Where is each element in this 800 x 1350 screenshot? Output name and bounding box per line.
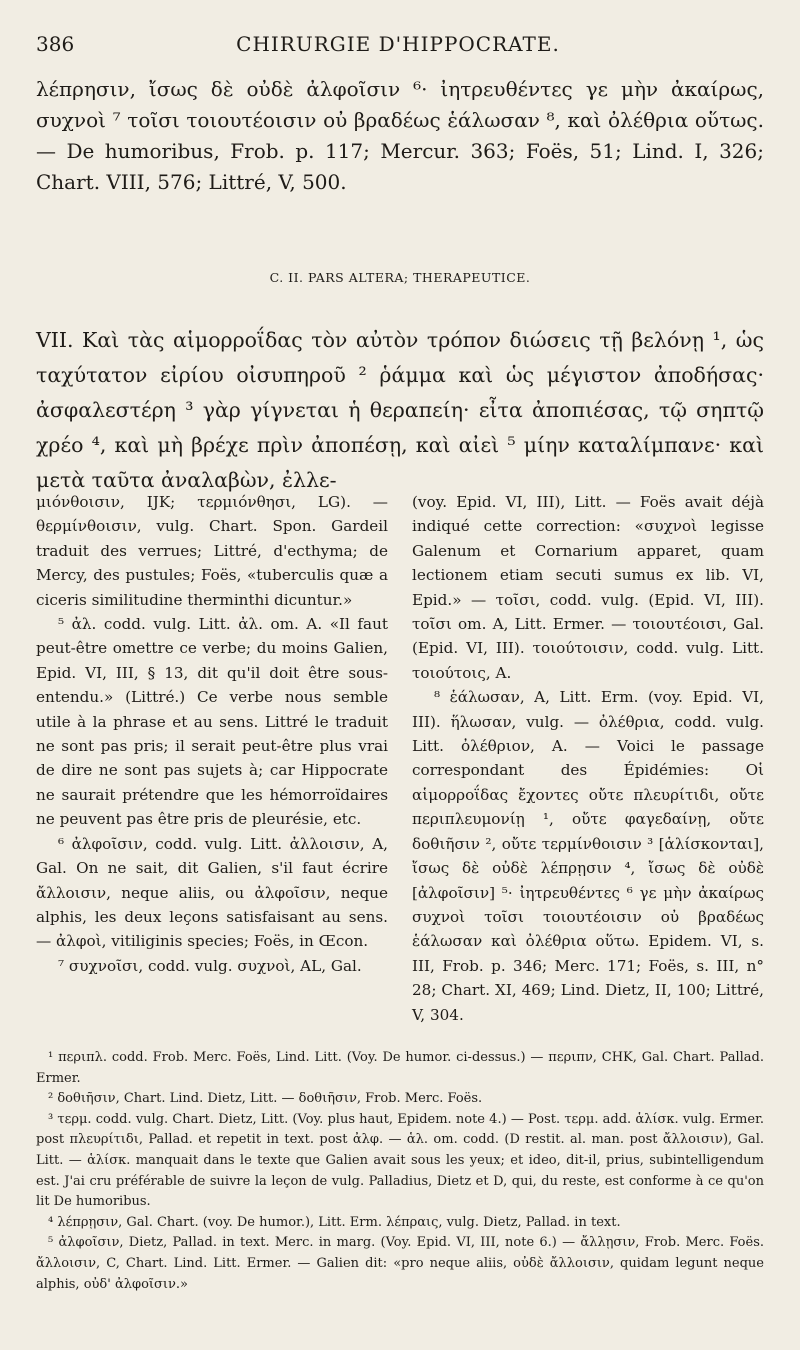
top-paragraph: λέπρησιν, ἴσως δὲ οὐδὲ ἀλφοῖσιν ⁶· ἰητρευθέντες γε μὴν ἀκαίρως, συχνοὶ ⁷ τοῖσι τοιουτέοισιν οὐ βραδέως ἑάλωσαν ⁸, καὶ ὀλέθρια οὕτως. — De humoribus, Frob. p. 117; Mercur. 363; Foës, 51; Lind. I, 326; Chart. VIII, 576; Littré, V, 500. (36, 77, 764, 194)
chapter-heading: C. II. PARS ALTERA; THERAPEUTICE. (269, 270, 531, 285)
bottom-note-1: ¹ περιπλ. codd. Frob. Merc. Foës, Lind. Litt. (Voy. De humor. ci-dessus.) — περιπν, CHK, Gal. Chart. Pallad. Ermer. (36, 1050, 764, 1086)
bottom-note-5: ⁵ ἀλφοῖσιν, Dietz, Pallad. in text. Merc. in marg. (Voy. Epid. VI, III, note 6.) — ἄλλῃσιν, Frob. Merc. Foës. ἄλλοισιν, C, Chart. Lind. Litt. Ermer. — Galien dit: «pro neque aliis, οὐδὲ ἄλλοισιν, quidam legunt neque alphis, οὐδ' ἀλφοῖσιν.» (36, 1235, 764, 1292)
main-text: VII. Καὶ τὰς αἱμορροΐδας τὸν αὐτὸν τρόπον διώσεις τῇ βελόνῃ ¹, ὡς ταχύτατον εἰρίου οἰσυπηροῦ ² ῥάμμα καὶ ὡς μέγιστον ἀποδήσας· ἀσφαλεστέρη ³ γὰρ γίγνεται ἡ θεραπείη· εἶτα ἀποπιέσας, τῷ σηπτῷ χρέο ⁴, καὶ μὴ βρέχε πρὶν ἀποπέσῃ, καὶ αἰεὶ ⁵ μίην καταλίμπανε· καὶ μετὰ ταῦτα ἀναλαβὼν, ἐλλε- (36, 328, 764, 492)
page-number: 386 (36, 32, 75, 56)
left-column-paragraph: μιόνθοισιν, IJK; τερμιόνθησι, LG). — θερμίνθοισιν, vulg. Chart. Spon. Gardeil traduit des verrues; Littré, d'ecthyma; de Mercy, des pustules; Foës, «tuberculis quæ a ciceris similitudine therminthi dicuntur.» (36, 493, 388, 609)
left-column (36, 490, 388, 978)
main-text-block (36, 323, 764, 498)
bottom-notes (36, 1048, 764, 1295)
top-paragraph-block (36, 74, 764, 198)
left-column-note-6: ⁶ ἀλφοῖσιν, codd. vulg. Litt. ἀλλοισιν, A, Gal. On ne sait, dit Galien, s'il faut écrire ἄλλοισιν, neque aliis, ou ἀλφοῖσιν, neque alphis, les deux leçons satisfaisant au sens. — ἀλφοὶ, vitiliginis species; Foës, in Œcon. (36, 834, 388, 951)
bottom-note-3: ³ τερμ. codd. vulg. Chart. Dietz, Litt. (Voy. plus haut, Epidem. note 4.) — Post. τερμ. add. ἁλίσκ. vulg. Ermer. post πλευρίτιδι, Pallad. et repetit in text. post ἀλφ. — ἁλ. om. codd. (D restit. al. man. post ἄλλοισιν), Gal. Litt. — ἁλίσκ. manquait dans le texte que Galien avait sous les yeux; et ideo, dit-il, prius, subintelligendum est. J'ai cru préférable de suivre la leçon de vulg. Palladius, Dietz et D, qui, du reste, est conforme à ce qu'on lit De humoribus. (36, 1111, 764, 1210)
page-header (36, 32, 760, 60)
left-column-note-7: ⁷ συχνοῖσι, codd. vulg. συχνοὶ, AL, Gal. (58, 956, 362, 975)
right-column-paragraph: (voy. Epid. VI, III), Litt. — Foës avait déjà indiqué cette correction: «συχνοὶ legisse Galenum et Cornarium apparet, quam lectionem etiam secuti sumus ex lib. VI, Epid.» — τοῖσι, codd. vulg. (Epid. VI, III). τοῖσι om. A, Litt. Ermer. — τοιουτέοισι, Gal. (Epid. VI, III). τοιούτοισιν, codd. vulg. Litt. τοιούτοις, A. (412, 493, 764, 682)
right-column (412, 490, 764, 1027)
bottom-note-4: ⁴ λέπρῃσιν, Gal. Chart. (voy. De humor.), Litt. Erm. λέπραις, vulg. Dietz, Pallad. in text. (48, 1214, 621, 1230)
right-column-note-8: ⁸ ἑάλωσαν, A, Litt. Erm. (voy. Epid. VI, III). ἥλωσαν, vulg. — ὀλέθρια, codd. vulg. Litt. ὀλέθριον, A. — Voici le passage correspondant des Épidémies: Οἱ αἱμορροΐδας ἔχοντες οὔτε πλευρίτιδι, οὔτε περιπλευμονίῃ ¹, οὔτε φαγεδαίνῃ, οὔτε δοθιῆσιν ², οὔτε τερμίνθοισιν ³ [ἁλίσκονται], ἴσως δὲ οὐδὲ λέπρῃσιν ⁴, ἴσως δὲ οὐδὲ [ἀλφοῖσιν] ⁵· ἰητρευθέντες ⁶ γε μὴν ἀκαίρως συχνοὶ τοῖσι τοιουτέοισιν οὐ βραδέως ἑάλωσαν καὶ ὀλέθρια οὕτω. Epidem. VI, s. III, Frob. p. 346; Merc. 171; Foës, s. III, n° 28; Chart. XI, 469; Lind. Dietz, II, 100; Littré, V, 304. (412, 688, 764, 1024)
left-column-note-5: ⁵ ἀλ. codd. vulg. Litt. ἀλ. om. A. «Il faut peut-être omettre ce verbe; du moins Galien, Epid. VI, III, § 13, dit qu'il doit être sous-entendu.» (Littré.) Ce verbe nous semble utile à la phrase et au sens. Littré le traduit ne sont pas pris; il serait peut-être plus vrai de dire ne sont pas sujets à; car Hippocrate ne saurait prétendre que les hémorroïdaires ne peuvent pas être pris de pleurésie, etc. (36, 615, 388, 829)
running-title: CHIRURGIE D'HIPPOCRATE. (236, 32, 560, 56)
bottom-note-2: ² δοθιῆσιν, Chart. Lind. Dietz, Litt. — δοθιῆσιν, Frob. Merc. Foës. (48, 1091, 483, 1107)
